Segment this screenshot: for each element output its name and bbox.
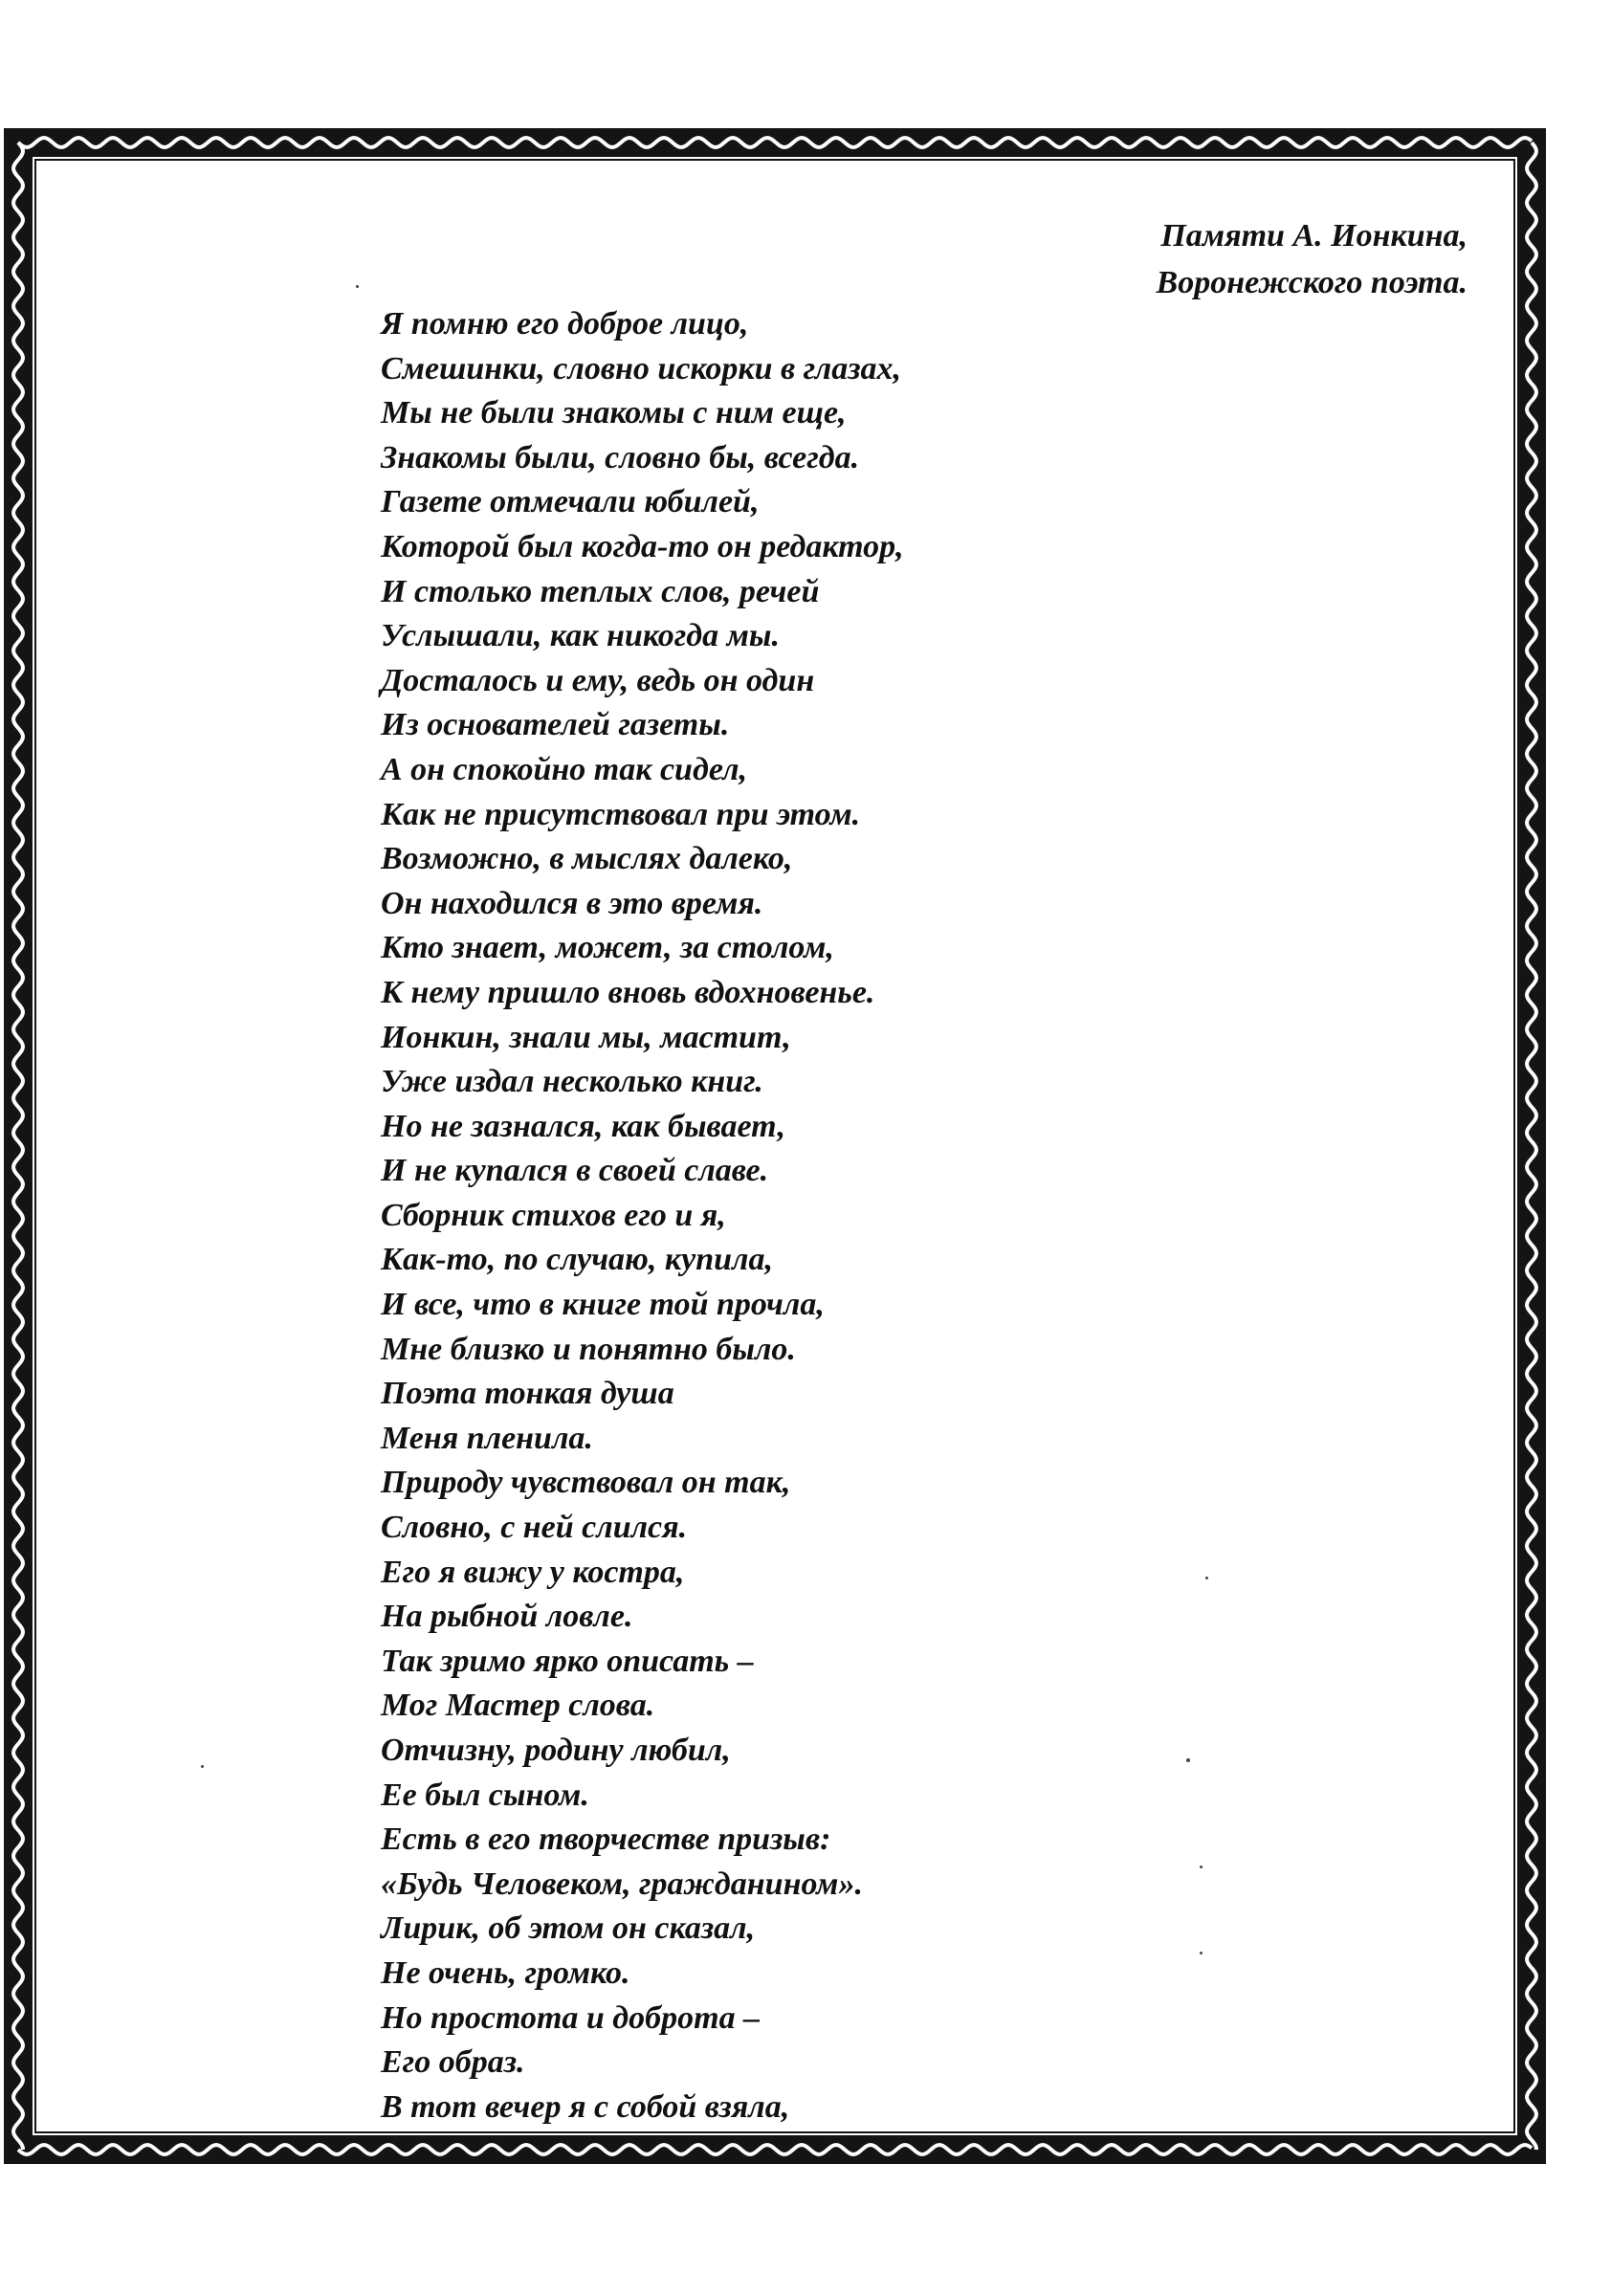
poem-line: Уже издал несколько книг. — [381, 1064, 763, 1100]
poem-line: Поэта тонкая душа — [381, 1376, 674, 1412]
scan-speck — [1200, 1866, 1203, 1868]
scan-speck — [356, 285, 359, 288]
poem-line: Которой был когда-то он редактор, — [381, 528, 904, 564]
poem-line: И все, что в книге той прочла, — [381, 1287, 825, 1323]
poem-line: Ионкин, знали мы, мастит, — [381, 1019, 791, 1055]
poem-line: И столько теплых слов, речей — [381, 573, 820, 609]
poem-line: Сборник стихов его и я, — [381, 1197, 726, 1233]
scan-speck — [201, 1765, 204, 1768]
poem-line: Услышали, как никогда мы. — [381, 618, 781, 654]
scan-speck — [1205, 1577, 1208, 1579]
poem-line: «Будь Человеком, гражданином». — [381, 1866, 863, 1902]
poem-line: И не купался в своей славе. — [381, 1153, 769, 1189]
poem-line: Но простота и доброта – — [381, 1999, 761, 2036]
poem-line: Не очень, громко. — [381, 1954, 630, 1991]
poem-line: Так зримо ярко описать – — [381, 1643, 754, 1679]
dedication-line-1: Памяти А. Ионкина, — [1160, 218, 1468, 254]
poem-line: Мы не были знакомы с ним еще, — [381, 395, 847, 431]
poem-body — [381, 302, 904, 2130]
poem-line: Ее был сыном. — [381, 1777, 589, 1813]
poem-line: Смешинки, словно искорки в глазах, — [381, 350, 901, 386]
poem-line: К нему пришло вновь вдохновенье. — [381, 974, 875, 1010]
poem-line: Его я вижу у костра, — [381, 1554, 685, 1590]
dedication-line-2: Воронежского поэта. — [1156, 265, 1468, 300]
poem-line: Мог Мастер слова. — [381, 1688, 655, 1724]
poem-line: Природу чувствовал он так, — [381, 1465, 791, 1501]
poem-line: Как-то, по случаю, купила, — [381, 1242, 773, 1278]
poem-line: В тот вечер я с собой взяла, — [381, 2088, 790, 2125]
poem-line: Словно, с ней слился. — [381, 1510, 688, 1546]
poem-line: Меня пленила. — [381, 1420, 593, 1456]
poem-line: Возможно, в мыслях далеко, — [381, 841, 793, 877]
poem-line: Его образ. — [381, 2044, 525, 2081]
dedication — [1157, 212, 1468, 306]
poem-line: Досталось и ему, ведь он один — [381, 662, 815, 698]
scan-speck — [1186, 1758, 1190, 1762]
poem-line: Знакомы были, словно бы, всегда. — [381, 439, 860, 475]
poem-line: Есть в его творчестве призыв: — [381, 1821, 831, 1858]
scan-speck — [1200, 1952, 1203, 1954]
poem-line: Но не зазнался, как бывает, — [381, 1108, 785, 1144]
poem-line: Кто знает, может, за столом, — [381, 930, 834, 966]
poem-line: Из основателей газеты. — [381, 707, 730, 743]
poem-line: Газете отмечали юбилей, — [381, 484, 760, 520]
poem-line: Я помню его доброе лицо, — [381, 306, 749, 342]
poem-line: Лирик, об этом он сказал, — [381, 1910, 756, 1947]
poem-line: Отчизну, родину любил, — [381, 1733, 731, 1768]
poem-line: Он находился в это время. — [381, 885, 763, 921]
poem-line: А он спокойно так сидел, — [381, 751, 748, 787]
poem-line: На рыбной ловле. — [381, 1599, 633, 1635]
poem-line: Как не присутствовал при этом. — [381, 796, 861, 832]
poem-line: Мне близко и понятно было. — [381, 1331, 796, 1367]
